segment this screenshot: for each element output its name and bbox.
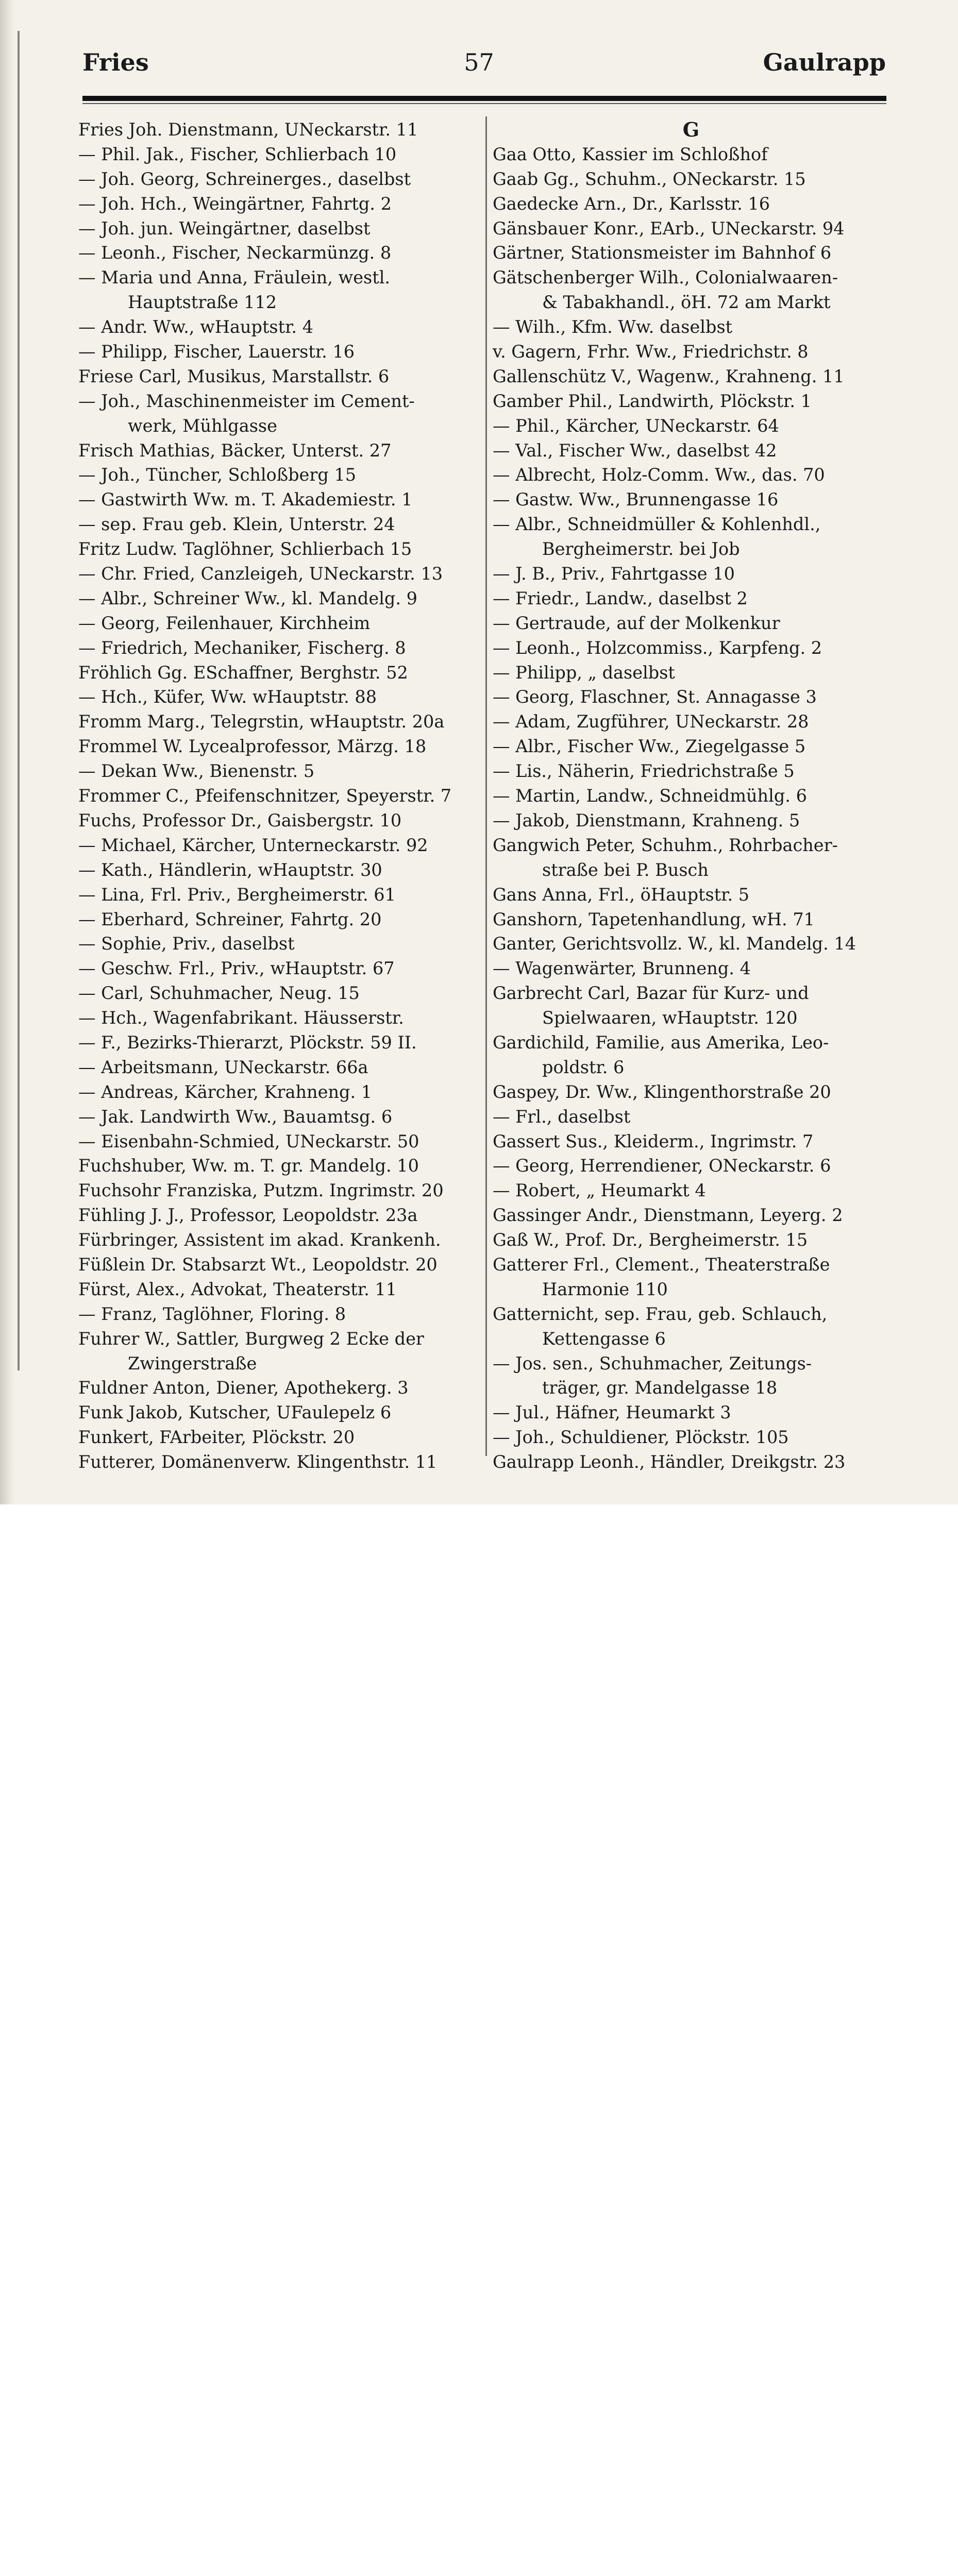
right-column-entry: — Lis., Näherin, Friedrichstraße 5: [493, 761, 795, 782]
right-column-entry: — Georg, Herrendiener, ONeckarstr. 6: [493, 1156, 831, 1176]
right-column-entry: Gätschenberger Wilh., Colonialwaaren-: [493, 267, 838, 288]
left-column-entry: Funkert, FArbeiter, Plöckstr. 20: [78, 1427, 355, 1448]
right-column-entry: — Adam, Zugführer, UNeckarstr. 28: [493, 711, 809, 732]
book-spine-shadow: [0, 0, 15, 1504]
footer-bar: [0, 1504, 958, 1580]
right-column-entry: Gardichild, Familie, aus Amerika, Leo-: [493, 1032, 829, 1053]
right-column-entry: Gatternicht, sep. Frau, geb. Schlauch,: [493, 1303, 828, 1324]
left-column-entry: — Chr. Fried, Canzleigeh, UNeckarstr. 13: [78, 564, 443, 584]
right-column-entry: — Leonh., Holzcommiss., Karpfeng. 2: [493, 637, 822, 658]
header-rule-thin: [82, 103, 886, 104]
left-column-entry: — Eisenbahn-Schmied, UNeckarstr. 50: [78, 1131, 419, 1151]
right-column-entry: — Val., Fischer Ww., daselbst 42: [493, 440, 777, 461]
left-column-entry: Fromm Marg., Telegrstin, wHauptstr. 20a: [78, 711, 445, 732]
left-column-entry: — Joh. jun. Weingärtner, daselbst: [78, 218, 371, 239]
right-column-entry: Gassinger Andr., Dienstmann, Leyerg. 2: [493, 1205, 843, 1226]
left-column-entry: Friese Carl, Musikus, Marstallstr. 6: [78, 366, 390, 386]
left-column-entry: — Kath., Händlerin, wHauptstr. 30: [78, 859, 382, 880]
left-column-entry: — Dekan Ww., Bienenstr. 5: [78, 761, 315, 782]
left-column-entry: — Joh. Georg, Schreinerges., daselbst: [78, 168, 411, 189]
right-column-entry: Gaspey, Dr. Ww., Klingenthorstraße 20: [493, 1081, 831, 1102]
right-column-entry: Kettengasse 6: [542, 1328, 666, 1349]
right-column-entry: G: [682, 118, 700, 141]
left-column-entry: Futterer, Domänenverw. Klingenthstr. 11: [78, 1452, 438, 1472]
header-rule: [82, 96, 886, 101]
page-number: 57: [464, 48, 494, 76]
right-column-entry: — J. B., Priv., Fahrtgasse 10: [493, 564, 735, 584]
left-column-entry: — Phil. Jak., Fischer, Schlierbach 10: [78, 144, 397, 164]
left-column-entry: — Lina, Frl. Priv., Bergheimerstr. 61: [78, 884, 396, 905]
left-column-entry: — Friedrich, Mechaniker, Fischerg. 8: [78, 637, 406, 658]
right-column-entry: — Wilh., Kfm. Ww. daselbst: [493, 317, 733, 337]
running-head-right: Gaulrapp: [763, 48, 886, 76]
running-head-left: Fries: [82, 48, 149, 76]
left-column-entry: — Hch., Küfer, Ww. wHauptstr. 88: [78, 687, 377, 707]
left-column-entry: Frommel W. Lycealprofessor, Märzg. 18: [78, 736, 427, 757]
right-column-entry: — Friedr., Landw., daselbst 2: [493, 588, 748, 608]
right-column-entry: straße bei P. Busch: [542, 859, 709, 880]
right-column-entry: — Robert, „ Heumarkt 4: [493, 1180, 706, 1201]
right-column-entry: & Tabakhandl., öH. 72 am Markt: [542, 292, 831, 313]
right-column-entry: v. Gagern, Frhr. Ww., Friedrichstr. 8: [493, 342, 809, 362]
right-column-entry: Gaedecke Arn., Dr., Karlsstr. 16: [493, 193, 770, 214]
left-column-entry: Fritz Ludw. Taglöhner, Schlierbach 15: [78, 539, 412, 560]
right-column-entry: Gaulrapp Leonh., Händler, Dreikgstr. 23: [493, 1452, 846, 1472]
left-column-entry: — Joh., Tüncher, Schloßberg 15: [78, 465, 357, 485]
right-column-entry: Gamber Phil., Landwirth, Plöckstr. 1: [493, 391, 812, 411]
left-column-entry: — Arbeitsmann, UNeckarstr. 66a: [78, 1057, 368, 1077]
left-column-entry: Fuchsohr Franziska, Putzm. Ingrimstr. 20: [78, 1180, 444, 1201]
left-column-entry: — Albr., Schreiner Ww., kl. Mandelg. 9: [78, 588, 417, 608]
right-column-entry: Ganshorn, Tapetenhandlung, wH. 71: [493, 909, 815, 929]
spine-edge-line: [18, 31, 20, 1370]
left-column-entry: — Michael, Kärcher, Unterneckarstr. 92: [78, 835, 428, 855]
right-column-entry: — Joh., Schuldiener, Plöckstr. 105: [493, 1427, 789, 1448]
left-column-entry: — Sophie, Priv., daselbst: [78, 934, 295, 954]
right-column-entry: Gaab Gg., Schuhm., ONeckarstr. 15: [493, 168, 806, 189]
right-column-entry: poldstr. 6: [542, 1057, 625, 1077]
right-column-entry: Gatterer Frl., Clement., Theaterstraße: [493, 1254, 830, 1275]
right-column-entry: — Wagenwärter, Brunneng. 4: [493, 958, 751, 979]
left-column-entry: Fühling J. J., Professor, Leopoldstr. 23a: [78, 1205, 418, 1226]
left-column-entry: — Andr. Ww., wHauptstr. 4: [78, 317, 314, 337]
left-column: [78, 117, 475, 1475]
right-column-entry: Spielwaaren, wHauptstr. 120: [542, 1008, 798, 1028]
left-column-entry: — Geschw. Frl., Priv., wHauptstr. 67: [78, 958, 395, 979]
column-divider: [485, 116, 487, 1456]
right-column-entry: — Philipp, „ daselbst: [493, 662, 675, 683]
left-column-entry: werk, Mühlgasse: [128, 415, 277, 436]
right-column: [493, 117, 889, 1475]
right-column-entry: — Martin, Landw., Schneidmühlg. 6: [493, 786, 807, 806]
left-column-entry: Hauptstraße 112: [128, 292, 277, 313]
left-column-entry: Füßlein Dr. Stabsarzt Wt., Leopoldstr. 20: [78, 1254, 438, 1275]
right-column-entry: — Albr., Fischer Ww., Ziegelgasse 5: [493, 736, 806, 757]
right-column-entry: — Jos. sen., Schuhmacher, Zeitungs-: [493, 1353, 812, 1374]
left-column-entry: — Maria und Anna, Fräulein, westl.: [78, 267, 391, 288]
left-column-entry: Fuchs, Professor Dr., Gaisbergstr. 10: [78, 810, 402, 831]
left-column-entry: — Carl, Schuhmacher, Neug. 15: [78, 983, 360, 1004]
left-column-entry: — Jak. Landwirth Ww., Bauamtsg. 6: [78, 1106, 393, 1127]
right-column-entry: Bergheimerstr. bei Job: [542, 539, 740, 560]
left-column-entry: Fürst, Alex., Advokat, Theaterstr. 11: [78, 1279, 397, 1299]
left-column-entry: Fürbringer, Assistent im akad. Krankenh.: [78, 1230, 441, 1250]
left-column-entry: — Franz, Taglöhner, Floring. 8: [78, 1303, 346, 1324]
right-column-entry: — Gertraude, auf der Molkenkur: [493, 613, 780, 633]
left-column-entry: — F., Bezirks-Thierarzt, Plöckstr. 59 II.: [78, 1032, 417, 1053]
left-column-entry: — sep. Frau geb. Klein, Unterstr. 24: [78, 514, 395, 535]
left-column-entry: — Gastwirth Ww. m. T. Akademiestr. 1: [78, 489, 413, 510]
left-column-entry: Fuhrer W., Sattler, Burgweg 2 Ecke der: [78, 1328, 424, 1349]
left-column-entry: — Andreas, Kärcher, Krahneng. 1: [78, 1081, 373, 1102]
right-column-entry: — Phil., Kärcher, UNeckarstr. 64: [493, 415, 779, 436]
left-column-entry: Frommer C., Pfeifenschnitzer, Speyerstr. 7: [78, 786, 452, 806]
left-column-entry: Fuldner Anton, Diener, Apothekerg. 3: [78, 1378, 409, 1398]
left-column-entry: Zwingerstraße: [128, 1353, 257, 1374]
left-column-entry: Fröhlich Gg. ESchaffner, Berghstr. 52: [78, 662, 408, 683]
right-column-entry: Garbrecht Carl, Bazar für Kurz- und: [493, 983, 809, 1004]
right-column-entry: — Jul., Häfner, Heumarkt 3: [493, 1402, 731, 1423]
right-column-entry: Harmonie 110: [542, 1279, 668, 1299]
right-column-entry: — Frl., daselbst: [493, 1106, 631, 1127]
right-column-entry: Gärtner, Stationsmeister im Bahnhof 6: [493, 243, 832, 263]
right-column-entry: träger, gr. Mandelgasse 18: [542, 1378, 778, 1398]
right-column-entry: — Albr., Schneidmüller & Kohlenhdl.,: [493, 514, 821, 535]
right-column-entry: Gallenschütz V., Wagenw., Krahneng. 11: [493, 366, 845, 386]
right-column-entry: — Georg, Flaschner, St. Annagasse 3: [493, 687, 817, 707]
left-column-entry: Fries Joh. Dienstmann, UNeckarstr. 11: [78, 120, 418, 140]
left-column-entry: — Joh., Maschinenmeister im Cement-: [78, 391, 415, 411]
right-column-entry: Gaa Otto, Kassier im Schloßhof: [493, 144, 768, 164]
right-column-entry: Gassert Sus., Kleiderm., Ingrimstr. 7: [493, 1131, 814, 1151]
right-column-entry: Gangwich Peter, Schuhm., Rohrbacher-: [493, 835, 838, 855]
right-column-entry: — Albrecht, Holz-Comm. Ww., das. 70: [493, 465, 825, 485]
left-column-entry: — Georg, Feilenhauer, Kirchheim: [78, 613, 371, 633]
left-column-entry: — Philipp, Fischer, Lauerstr. 16: [78, 342, 355, 362]
left-column-entry: Funk Jakob, Kutscher, UFaulepelz 6: [78, 1402, 392, 1423]
right-column-entry: — Jakob, Dienstmann, Krahneng. 5: [493, 810, 800, 831]
right-column-entry: Gänsbauer Konr., EArb., UNeckarstr. 94: [493, 218, 845, 239]
left-column-entry: — Hch., Wagenfabrikant. Häusserstr.: [78, 1008, 404, 1028]
right-column-entry: Ganter, Gerichtsvollz. W., kl. Mandelg. 14: [493, 934, 856, 954]
right-column-entry: Gans Anna, Frl., öHauptstr. 5: [493, 884, 750, 905]
left-column-entry: Frisch Mathias, Bäcker, Unterst. 27: [78, 440, 392, 461]
left-column-entry: — Eberhard, Schreiner, Fahrtg. 20: [78, 909, 382, 929]
left-column-entry: — Joh. Hch., Weingärtner, Fahrtg. 2: [78, 193, 392, 214]
left-column-entry: — Leonh., Fischer, Neckarmünzg. 8: [78, 243, 392, 263]
right-column-entry: Gaß W., Prof. Dr., Bergheimerstr. 15: [493, 1230, 808, 1250]
left-column-entry: Fuchshuber, Ww. m. T. gr. Mandelg. 10: [78, 1156, 419, 1176]
right-column-entry: — Gastw. Ww., Brunnengasse 16: [493, 489, 779, 510]
